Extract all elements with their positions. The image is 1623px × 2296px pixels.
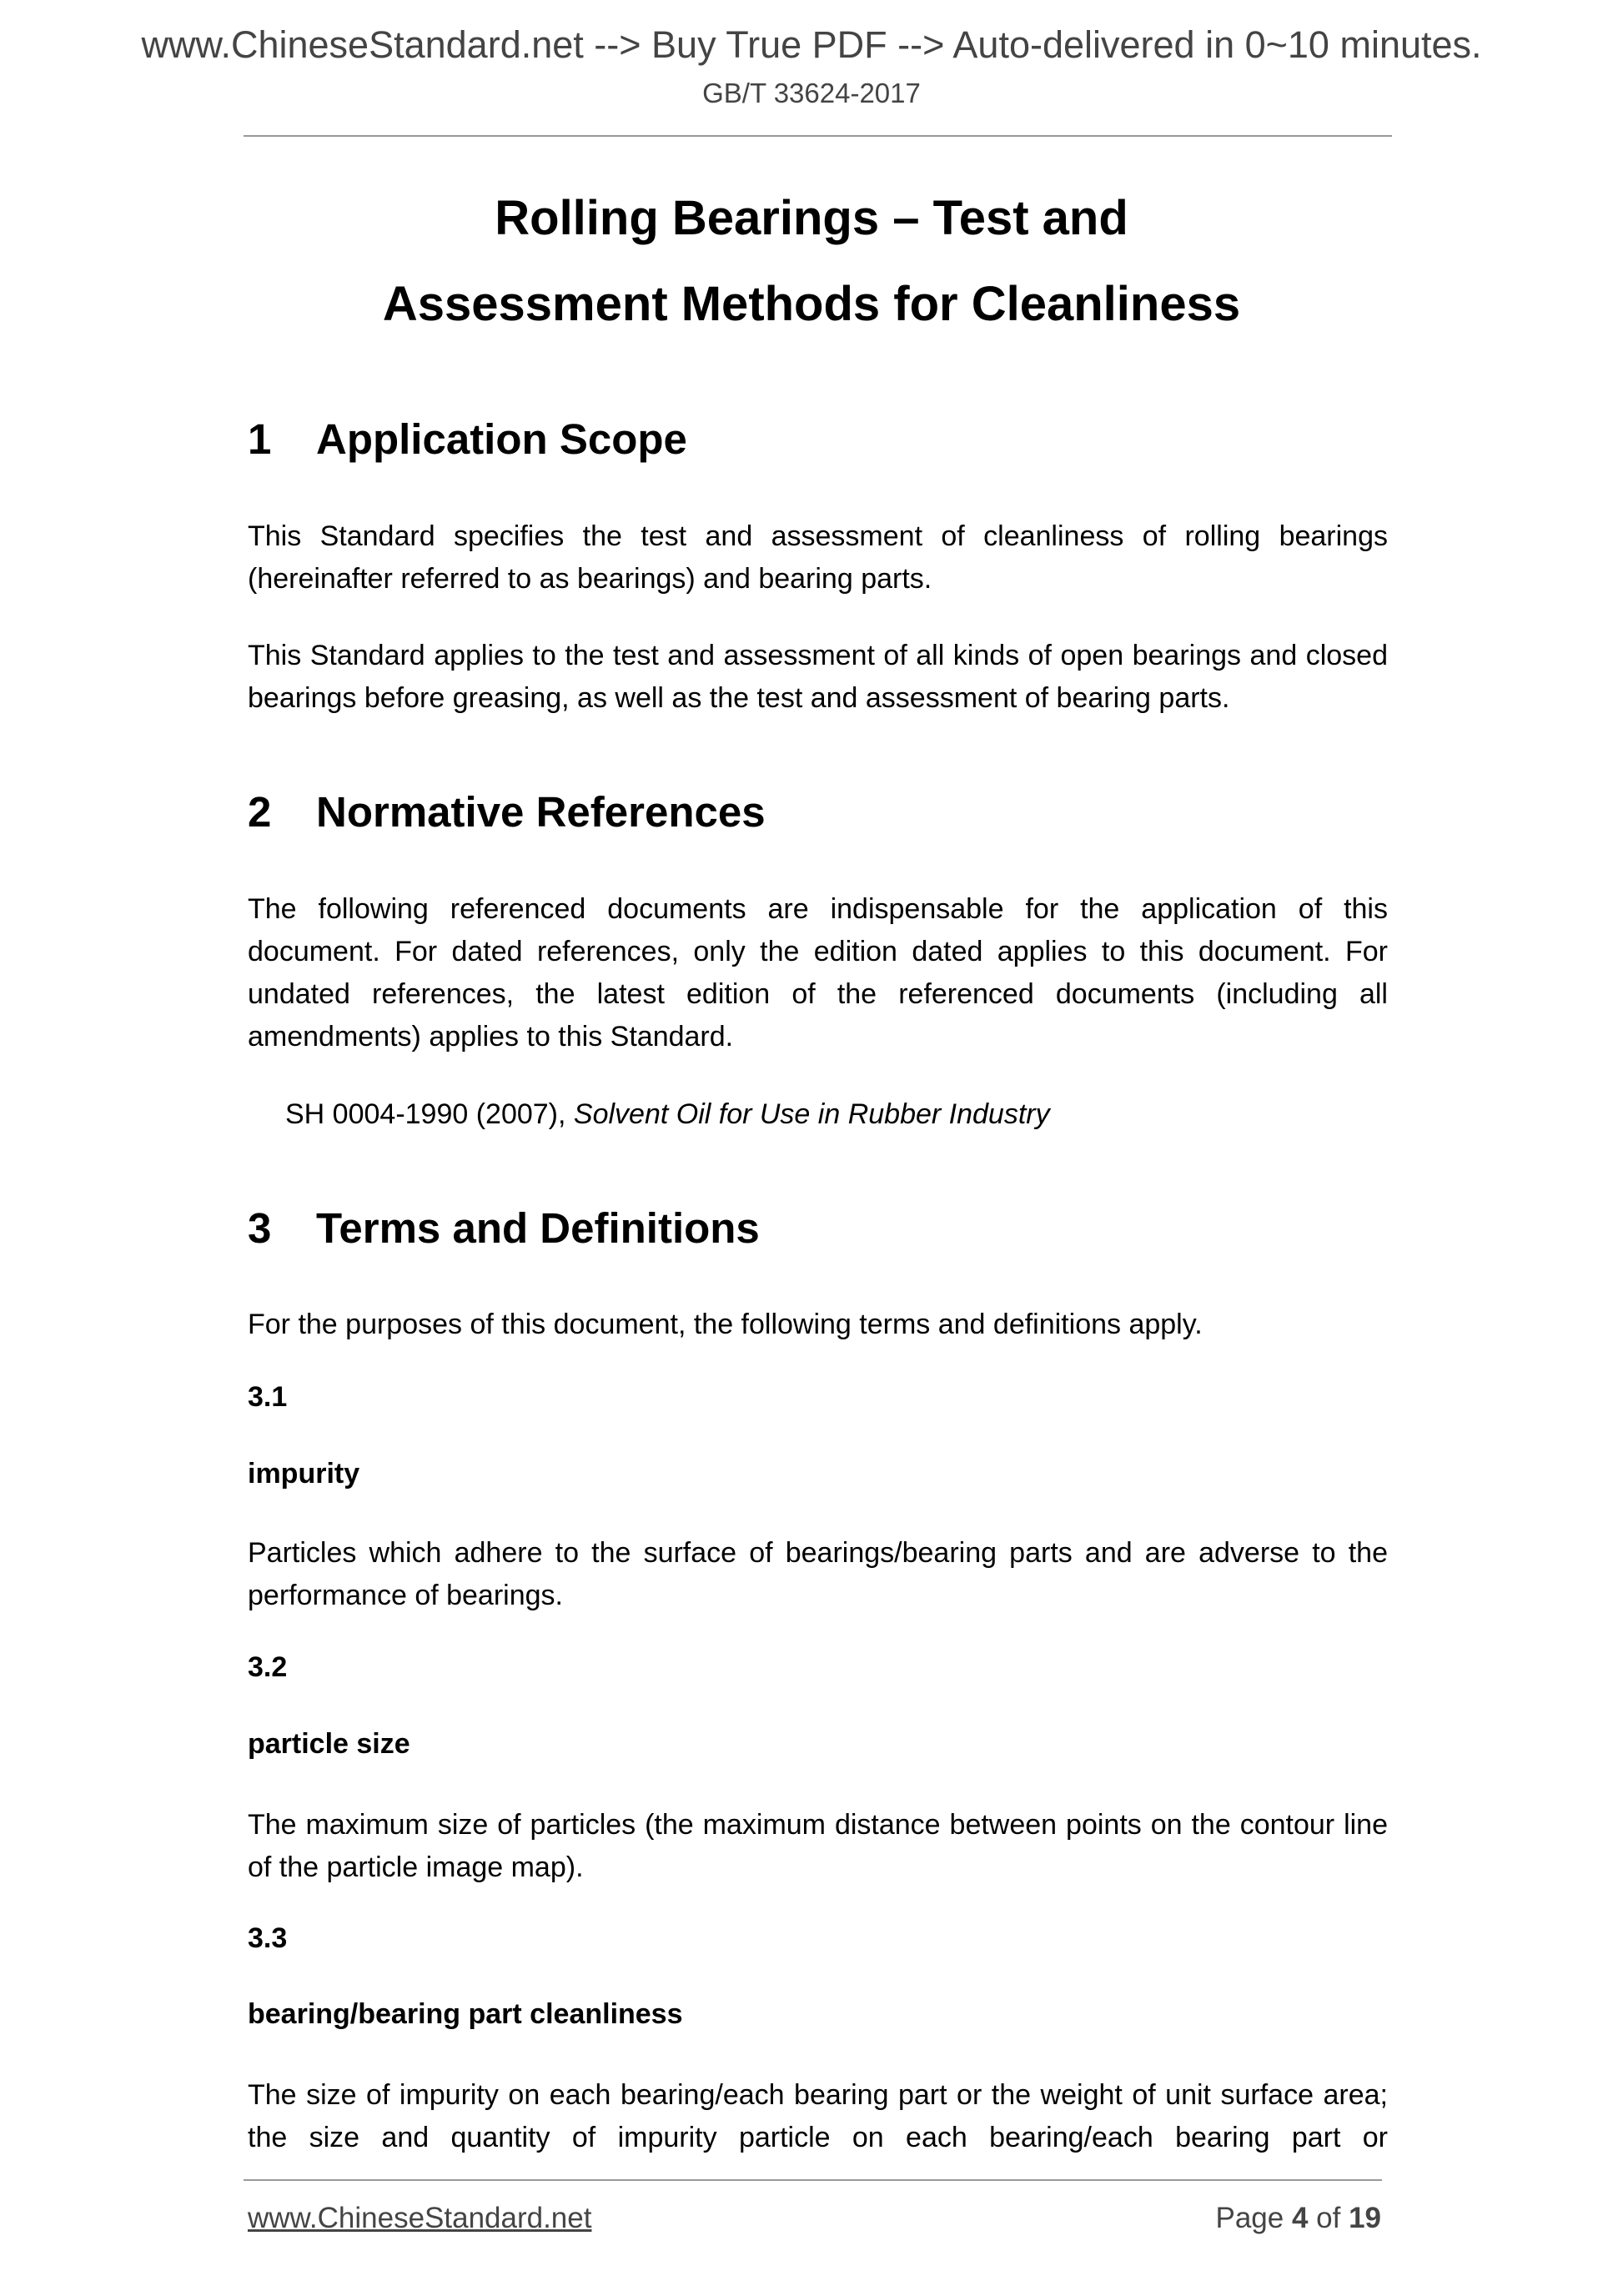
term-definition: The maximum size of particles (the maximum distance between points on the contour line of the particle image map). bbox=[248, 1809, 1388, 1883]
page-current: 4 bbox=[1291, 2202, 1309, 2234]
section-title: Application Scope bbox=[316, 415, 687, 463]
references-paragraph: The following referenced documents are indispensable for the application of this document. For dated references, only the edition dated applies to this document. For undated references, the latest edition of the referenced documents (including all amendments) applies to this Standard. bbox=[248, 893, 1388, 1053]
footer-divider bbox=[244, 2179, 1382, 2181]
term-definition: The size of impurity on each bearing/each bearing part or the weight of unit surface area; the size and quantity of impurity particle on each bearing/each bearing part or bbox=[248, 2079, 1388, 2153]
section-heading-2 bbox=[248, 787, 766, 837]
section-number: 3 bbox=[248, 1204, 272, 1252]
term-name: impurity bbox=[248, 1458, 360, 1490]
standard-code: GB/T 33624-2017 bbox=[702, 78, 921, 108]
section-number: 2 bbox=[248, 788, 272, 836]
section-title: Normative References bbox=[316, 788, 766, 836]
term-definition: Particles which adhere to the surface of bearings/bearing parts and are adverse to the performance of bearings. bbox=[248, 1537, 1388, 1611]
term-name: particle size bbox=[248, 1728, 410, 1760]
term-number: 3.1 bbox=[248, 1381, 288, 1413]
section-heading-1 bbox=[248, 414, 687, 464]
header-banner: www.ChineseStandard.net --> Buy True PDF --> Auto-delivered in 0~10 minutes. bbox=[141, 23, 1482, 66]
page-total: 19 bbox=[1349, 2202, 1381, 2234]
term-name: bearing/bearing part cleanliness bbox=[248, 1998, 683, 2030]
scope-paragraph-2: This Standard applies to the test and assessment of all kinds of open bearings and closed bearings before greasing, as well as the test and assessment of bearing parts. bbox=[248, 640, 1388, 714]
page-indicator bbox=[1215, 2202, 1381, 2235]
reference-title: Solvent Oil for Use in Rubber Industry bbox=[573, 1098, 1050, 1130]
reference-item bbox=[285, 1093, 1369, 1136]
section-title: Terms and Definitions bbox=[316, 1204, 760, 1252]
header-divider bbox=[244, 135, 1392, 137]
page-of: of bbox=[1308, 2202, 1349, 2234]
reference-code: SH 0004-1990 (2007), bbox=[285, 1098, 574, 1130]
section-heading-3 bbox=[248, 1203, 760, 1253]
scope-paragraph-1: This Standard specifies the test and assessment of cleanliness of rolling bearings (hereinafter referred to as bearings) and bearing parts. bbox=[248, 520, 1388, 595]
term-number: 3.3 bbox=[248, 1922, 288, 1954]
terms-intro: For the purposes of this document, the following terms and definitions apply. bbox=[248, 1309, 1203, 1340]
footer-website-link[interactable]: www.ChineseStandard.net bbox=[248, 2202, 592, 2234]
document-title-line1: Rolling Bearings – Test and bbox=[495, 191, 1128, 245]
document-title-line2: Assessment Methods for Cleanliness bbox=[382, 277, 1241, 331]
term-number: 3.2 bbox=[248, 1651, 288, 1683]
page-prefix: Page bbox=[1215, 2202, 1292, 2234]
section-number: 1 bbox=[248, 415, 272, 463]
